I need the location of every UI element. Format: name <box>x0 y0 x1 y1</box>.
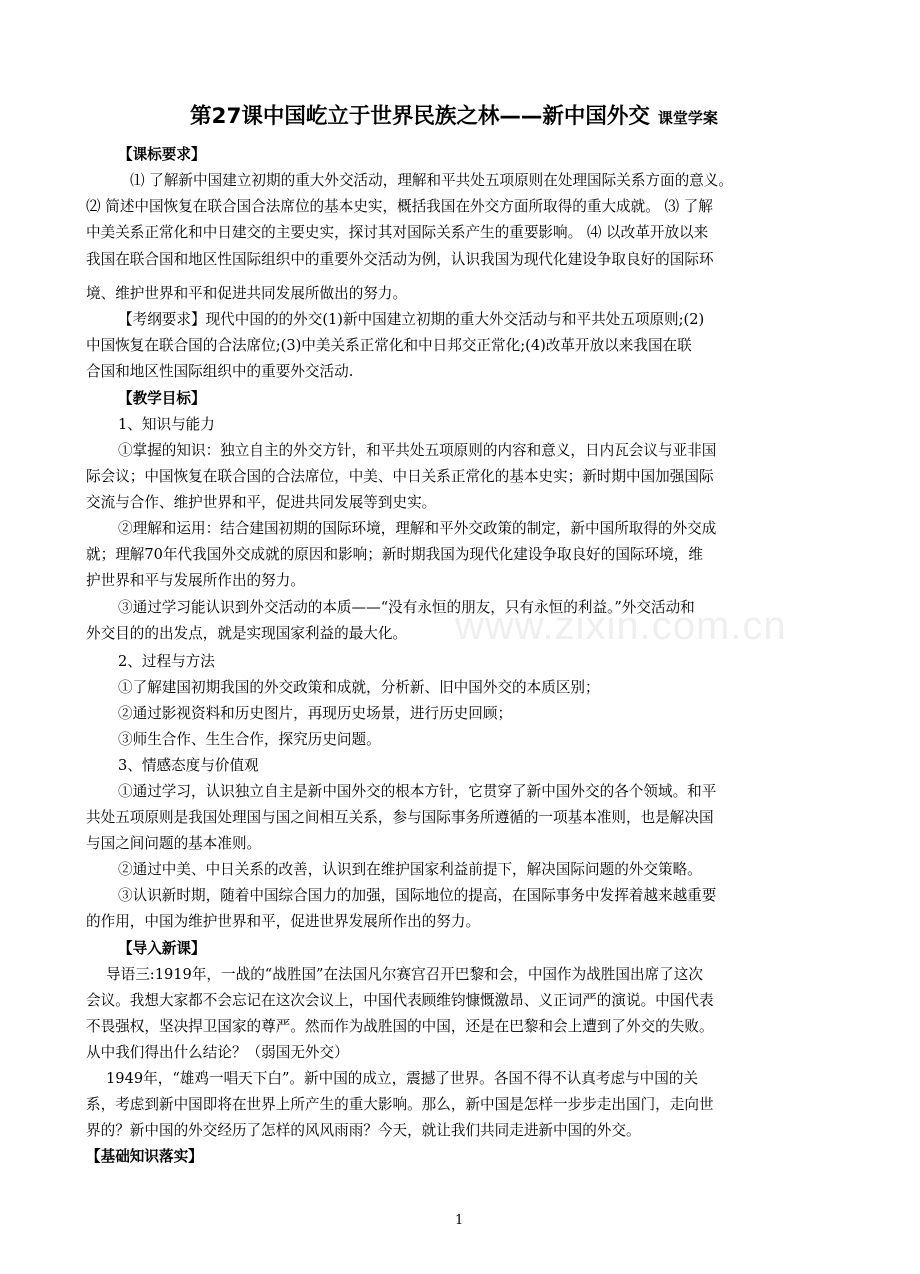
text-line: 1949年，“雄鸡一唱天下白”。新中国的成立，震撼了世界。各国不得不认真考虑与中国的关 <box>106 1070 699 1087</box>
text-line: 会议。我想大家都不会忘记在这次会议上，中国代表顾维钧慷慨激昂、义正词严的演说。中国代表 <box>86 992 714 1009</box>
page-number: 1 <box>455 1213 464 1228</box>
subheading-knowledge: 1、知识与能力 <box>118 416 215 433</box>
title-main: 第27课中国屹立于世界民族之林——新中国外交 <box>190 104 650 129</box>
text-line: ①了解建国初期我国的外交政策和成就，分析新、旧中国外交的本质区别； <box>118 679 600 696</box>
section-heading-curriculum: 【课标要求】 <box>118 146 206 163</box>
text-line: ①掌握的知识：独立自主的外交方针，和平共处五项原则的内容和意义，日内瓦会议与亚非国 <box>118 442 717 459</box>
text-line: ①通过学习，认识独立自主是新中国外交的根本方针，它贯穿了新中国外交的各个领域。和平 <box>118 783 717 800</box>
text-line: ⑴ 了解新中国建立初期的重大外交活动，理解和平共处五项原则在处理国际关系方面的意义。 <box>130 172 733 189</box>
subheading-process: 2、过程与方法 <box>118 653 215 670</box>
title-suffix: 课堂学案 <box>657 109 718 127</box>
text-line: 交流与合作、维护世界和平，促进共同发展等到史实。 <box>86 494 437 511</box>
text-line: ③认识新时期，随着中国综合国力的加强，国际地位的提高，在国际事务中发挥着越来越重要 <box>118 887 717 904</box>
text-line: 境、维护世界和平和促进共同发展所做出的努力。 <box>86 285 408 302</box>
text-line: 就；理解70年代我国外交成就的原因和影响；新时期我国为现代化建设争取良好的国际环境，维 <box>86 546 703 563</box>
section-heading-intro: 【导入新课】 <box>118 940 206 957</box>
text-line: 中国恢复在联合国的合法席位;(3)中美关系正常化和中日邦交正常化;(4)改革开放以来我国在联 <box>86 337 692 354</box>
text-line: ②理解和运用：结合建国初期的国际环境，理解和平外交政策的制定，新中国所取得的外交成 <box>118 520 717 537</box>
exam-requirement-line: 【考纲要求】现代中国的的外交(1)新中国建立初期的重大外交活动与和平共处五项原则;(2) <box>118 311 705 328</box>
subheading-attitude: 3、情感态度与价值观 <box>118 757 259 774</box>
section-heading-objectives: 【教学目标】 <box>118 390 206 407</box>
text-line: 的作用，中国为维护世界和平，促进世界发展所作出的努力。 <box>86 913 481 930</box>
text-line: 共处五项原则是我国处理国与国之间相互关系，参与国际事务所遵循的一项基本准则，也是解决国 <box>86 809 714 826</box>
text-line: ③师生合作、生生合作，探究历史问题。 <box>118 731 381 748</box>
text-line: 中美关系正常化和中日建交的主要史实，探讨其对国际关系产生的重要影响。 ⑷ 以改革开放以来 <box>86 224 709 241</box>
text-line: 不畏强权，坚决捍卫国家的尊严。然而作为战胜国的中国，还是在巴黎和会上遭到了外交的失败。 <box>86 1018 714 1035</box>
text-line: 护世界和平与发展所作出的努力。 <box>86 572 305 589</box>
text-line: ③通过学习能认识到外交活动的本质——“没有永恒的朋友，只有永恒的利益。”外交活动和 <box>118 599 695 616</box>
text-line: 外交目的的出发点，就是实现国家利益的最大化。 <box>86 625 408 642</box>
text-line: 导语三:1919年，一战的“战胜国”在法国凡尔赛宫召开巴黎和会，中国作为战胜国出席了这次 <box>106 966 703 983</box>
text-line: ⑵ 简述中国恢复在联合国合法席位的基本史实，概括我国在外交方面所取得的重大成就。 ⑶ 了解 <box>86 198 713 215</box>
section-heading-basics: 【基础知识落实】 <box>86 1148 203 1165</box>
text-line: 从中我们得出什么结论？（弱国无外交） <box>86 1044 349 1061</box>
text-line: 与国之间问题的基本准则。 <box>86 835 262 852</box>
text-line: 界的？新中国的外交经历了怎样的风风雨雨？今天，就让我们共同走进新中国的外交。 <box>86 1122 641 1139</box>
text-line: 合国和地区性国际组织中的重要外交活动. <box>86 363 354 380</box>
watermark: www.zixin.com.cn <box>455 604 787 648</box>
text-line: 系，考虑到新中国即将在世界上所产生的重大影响。那么，新中国是怎样一步步走出国门，走向世 <box>86 1096 714 1113</box>
text-line: 际会议；中国恢复在联合国的合法席位，中美、中日关系正常化的基本史实；新时期中国加强国际 <box>86 468 714 485</box>
text-line: ②通过影视资料和历史图片，再现历史场景，进行历史回顾； <box>118 705 513 722</box>
text-line: 我国在联合国和地区性国际组织中的重要外交活动为例，认识我国为现代化建设争取良好的国际环 <box>86 251 714 268</box>
page-title <box>190 99 718 130</box>
text-line: ②通过中美、中日关系的改善，认识到在维护国家利益前提下，解决国际问题的外交策略。 <box>118 861 702 878</box>
